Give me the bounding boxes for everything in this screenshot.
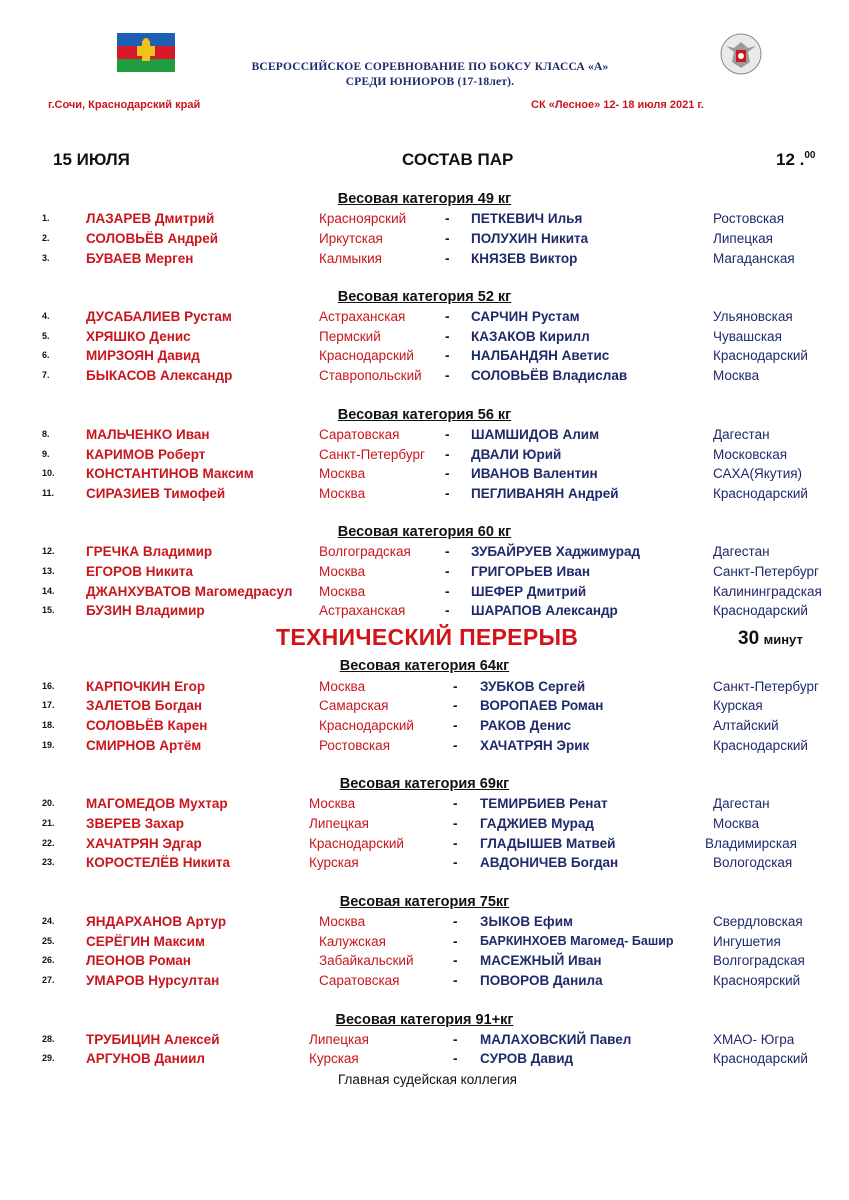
blue-region: Курская [713,698,763,713]
bout-row [0,445,849,464]
bout-separator: - [445,348,450,363]
red-boxer: СОЛОВЬЁВ Андрей [86,231,219,246]
blue-boxer: ГРИГОРЬЕВ Иван [471,564,591,579]
red-region: Москва [319,584,366,599]
blue-boxer: ВОРОПАЕВ Роман [480,698,604,713]
bout-separator: - [453,679,458,694]
red-boxer: ЯНДАРХАНОВ Артур [86,914,227,929]
red-boxer: КАРИМОВ Роберт [86,447,206,462]
break-duration [738,628,803,650]
bout-row [0,834,849,853]
bout-separator: - [445,211,450,226]
red-boxer: ТРУБИЦИН Алексей [86,1032,220,1047]
blue-region: Санкт-Петербург [713,679,819,694]
bout-row [0,464,849,483]
bout-number: 21. [42,818,55,828]
ministry-emblem-icon [718,32,764,76]
bout-row [0,736,849,755]
bout-separator: - [445,329,450,344]
weight-category-heading: Весовая категория 64кг [339,658,510,674]
bout-separator: - [453,796,458,811]
bout-separator: - [453,816,458,831]
bout-row [0,249,849,268]
red-region: Санкт-Петербург [319,447,425,462]
bout-number: 14. [42,586,55,596]
blue-boxer: КНЯЗЕВ Виктор [471,251,578,266]
red-boxer: КОРОСТЕЛЁВ Никита [86,855,230,870]
red-boxer: КОНСТАНТИНОВ Максим [86,466,254,481]
red-boxer: АРГУНОВ Даниил [86,1051,206,1066]
bout-number: 23. [42,857,55,867]
bout-row [0,562,849,581]
blue-boxer: МАЛАХОВСКИЙ Павел [480,1032,632,1047]
bout-separator: - [453,698,458,713]
red-region: Саратовская [319,427,400,442]
bout-separator: - [445,564,450,579]
bout-number: 11. [42,488,55,498]
blue-boxer: КАЗАКОВ Кирилл [471,329,590,344]
red-boxer: ЛАЗАРЕВ Дмитрий [86,211,215,226]
blue-boxer: ДВАЛИ Юрий [471,447,562,462]
blue-region: Свердловская [713,914,803,929]
red-region: Забайкальский [319,953,414,968]
red-region: Москва [309,796,356,811]
bout-number: 27. [42,975,55,985]
red-region: Москва [319,679,366,694]
weight-category-heading: Весовая категория 69кг [339,776,510,792]
krasnodar-flag-icon [117,33,175,72]
bout-row [0,1030,849,1049]
time-hours: 12 . [776,150,805,169]
red-boxer: ХРЯШКО Денис [86,329,191,344]
bout-row [0,327,849,346]
bout-number: 24. [42,916,55,926]
bout-separator: - [445,544,450,559]
red-region: Саратовская [319,973,400,988]
red-region: Москва [319,486,366,501]
bout-number: 12. [42,546,55,556]
bout-row [0,346,849,365]
bout-separator: - [453,953,458,968]
blue-boxer: СУРОВ Давид [480,1051,574,1066]
bout-number: 1. [42,213,50,223]
blue-boxer: МАСЕЖНЫЙ Иван [480,953,602,968]
bout-row [0,209,849,228]
red-boxer: СМИРНОВ Артём [86,738,202,753]
bout-row [0,229,849,248]
bout-row [0,601,849,620]
red-boxer: БЫКАСОВ Александр [86,368,233,383]
title-line-1: ВСЕРОССИЙСКОЕ СОРЕВНОВАНИЕ ПО БОКСУ КЛАССА «А» [251,61,609,73]
red-boxer: ХАЧАТРЯН Эдгар [86,836,202,851]
red-boxer: ДЖАНХУВАТОВ Магомедрасул [86,584,293,599]
blue-region: Владимирская [705,836,797,851]
bout-number: 3. [42,253,50,263]
bout-row [0,425,849,444]
bout-separator: - [445,251,450,266]
red-boxer: УМАРОВ Нурсултан [86,973,220,988]
date-label: 15 ИЮЛЯ [53,150,130,169]
red-region: Калмыкия [319,251,382,266]
red-region: Липецкая [309,1032,369,1047]
bout-number: 2. [42,233,50,243]
red-boxer: СИРАЗИЕВ Тимофей [86,486,226,501]
blue-boxer: СОЛОВЬЁВ Владислав [471,368,628,383]
red-boxer: МИРЗОЯН Давид [86,348,200,363]
blue-boxer: ПЕТКЕВИЧ Илья [471,211,583,226]
blue-boxer: ЗУБКОВ Сергей [480,679,586,694]
blue-boxer: РАКОВ Денис [480,718,572,733]
blue-region: Дагестан [713,796,770,811]
title-line-2: СРЕДИ ЮНИОРОВ (17-18лет). [345,76,515,88]
bout-separator: - [453,855,458,870]
bout-row [0,484,849,503]
red-region: Краснодарский [319,718,414,733]
bout-separator: - [445,447,450,462]
red-region: Курская [309,855,359,870]
blue-region: Дагестан [713,427,770,442]
break-minutes: 30 [738,628,760,649]
red-region: Ставропольский [319,368,422,383]
bout-separator: - [453,1051,458,1066]
red-region: Астраханская [319,603,406,618]
red-region: Ростовская [319,738,391,753]
bout-separator: - [453,836,458,851]
bout-number: 17. [42,700,55,710]
bout-row [0,912,849,931]
bout-separator: - [445,603,450,618]
bout-number: 22. [42,838,55,848]
red-boxer: ЗВЕРЕВ Захар [86,816,184,831]
bout-number: 10. [42,468,55,478]
red-region: Москва [319,564,366,579]
red-region: Москва [319,466,366,481]
bout-row [0,366,849,385]
blue-region: Ульяновская [713,309,793,324]
venue-label: СК «Лесное» 12- 18 июля 2021 г. [531,99,704,111]
red-boxer: ЗАЛЕТОВ Богдан [86,698,203,713]
blue-boxer: ХАЧАТРЯН Эрик [480,738,590,753]
bout-number: 6. [42,350,50,360]
blue-boxer: ЗЫКОВ Ефим [480,914,574,929]
weight-category-heading: Весовая категория 56 кг [337,407,512,423]
bout-row [0,542,849,561]
blue-region: Краснодарский [713,348,808,363]
blue-boxer: БАРКИНХОЕВ Магомед- Башир [480,934,674,948]
bout-row [0,1049,849,1068]
bout-row [0,794,849,813]
blue-boxer: ГЛАДЫШЕВ Матвей [480,836,616,851]
bout-number: 26. [42,955,55,965]
red-region: Краснодарский [319,348,414,363]
break-unit: минут [763,632,803,647]
red-boxer: МАГОМЕДОВ Мухтар [86,796,228,811]
blue-region: Санкт-Петербург [713,564,819,579]
red-boxer: ЕГОРОВ Никита [86,564,194,579]
bout-number: 29. [42,1053,55,1063]
bout-row [0,716,849,735]
red-region: Пермский [319,329,381,344]
weight-category-heading: Весовая категория 75кг [339,894,510,910]
bout-number: 4. [42,311,50,321]
blue-region: Краснодарский [713,1051,808,1066]
red-boxer: ЛЕОНОВ Роман [86,953,191,968]
red-boxer: МАЛЬЧЕНКО Иван [86,427,210,442]
red-region: Курская [309,1051,359,1066]
blue-boxer: САРЧИН Рустам [471,309,580,324]
red-region: Астраханская [319,309,406,324]
weight-category-heading: Весовая категория 52 кг [337,289,512,305]
blue-boxer: ИВАНОВ Валентин [471,466,598,481]
blue-boxer: ШЕФЕР Дмитрий [471,584,587,599]
bout-row [0,814,849,833]
bout-separator: - [445,231,450,246]
chief-judges-label: Главная судейская коллегия [338,1072,517,1087]
bout-row [0,932,849,951]
red-region: Липецкая [309,816,369,831]
bout-number: 28. [42,1034,55,1044]
red-boxer: СОЛОВЬЁВ Карен [86,718,208,733]
bout-separator: - [453,738,458,753]
red-region: Калужская [319,934,386,949]
blue-region: Ингушетия [713,934,781,949]
blue-boxer: ПЕГЛИВАНЯН Андрей [471,486,619,501]
blue-region: Вологодская [713,855,793,870]
bout-separator: - [445,427,450,442]
blue-region: Красноярский [713,973,801,988]
red-boxer: СЕРЁГИН Максим [86,934,205,949]
bout-number: 15. [42,605,55,615]
blue-boxer: ШАМШИДОВ Алим [471,427,600,442]
blue-region: ХМАО- Югра [713,1032,795,1047]
bout-separator: - [445,486,450,501]
blue-boxer: ПОВОРОВ Данила [480,973,603,988]
blue-region: Москва [713,816,760,831]
bout-number: 25. [42,936,55,946]
red-boxer: ДУСАБАЛИЕВ Рустам [86,309,232,324]
bout-separator: - [445,368,450,383]
bout-separator: - [453,934,458,949]
page-title: СОСТАВ ПАР [402,150,514,169]
technical-break-label: ТЕХНИЧЕСКИЙ ПЕРЕРЫВ [276,624,579,650]
blue-region: Краснодарский [713,738,808,753]
blue-boxer: ТЕМИРБИЕВ Ренат [480,796,608,811]
red-region: Иркутская [319,231,383,246]
blue-region: Московская [713,447,788,462]
bout-separator: - [445,584,450,599]
bout-number: 16. [42,681,55,691]
blue-region: Калининградская [713,584,822,599]
bout-row [0,951,849,970]
blue-region: Чувашская [713,329,782,344]
start-time [776,150,815,170]
blue-region: Краснодарский [713,486,808,501]
blue-boxer: ГАДЖИЕВ Мурад [480,816,594,831]
bout-number: 9. [42,449,50,459]
bout-row [0,696,849,715]
red-region: Москва [319,914,366,929]
blue-region: Магаданская [713,251,795,266]
blue-boxer: НАЛБАНДЯН Аветис [471,348,610,363]
red-boxer: ГРЕЧКА Владимир [86,544,213,559]
blue-boxer: ЗУБАЙРУЕВ Хаджимурад [471,544,641,559]
bout-number: 13. [42,566,55,576]
bout-separator: - [453,914,458,929]
weight-category-heading: Весовая категория 49 кг [337,191,512,207]
red-boxer: БУВАЕВ Мерген [86,251,194,266]
blue-boxer: АВДОНИЧЕВ Богдан [480,855,619,870]
bout-number: 18. [42,720,55,730]
bout-separator: - [453,973,458,988]
city-label: г.Сочи, Краснодарский край [48,99,201,111]
blue-region: Волгоградская [713,953,805,968]
bout-number: 8. [42,429,50,439]
red-region: Красноярский [319,211,407,226]
blue-region: Москва [713,368,760,383]
bout-separator: - [445,309,450,324]
blue-region: Краснодарский [713,603,808,618]
bout-separator: - [453,718,458,733]
blue-region: Ростовская [713,211,785,226]
bout-separator: - [445,466,450,481]
bout-number: 19. [42,740,55,750]
red-region: Самарская [319,698,389,713]
bout-number: 7. [42,370,50,380]
bout-row [0,677,849,696]
blue-boxer: ПОЛУХИН Никита [471,231,589,246]
blue-region: САХА(Якутия) [713,466,803,481]
blue-region: Липецкая [713,231,773,246]
blue-boxer: ШАРАПОВ Александр [471,603,618,618]
blue-region: Алтайский [713,718,779,733]
blue-region: Дагестан [713,544,770,559]
competition-title [230,60,630,90]
bout-row [0,971,849,990]
time-minutes: 00 [804,150,816,161]
red-region: Волгоградская [319,544,411,559]
bout-row [0,853,849,872]
bout-number: 5. [42,331,50,341]
bout-number: 20. [42,798,55,808]
bout-separator: - [453,1032,458,1047]
red-boxer: БУЗИН Владимир [86,603,205,618]
red-boxer: КАРПОЧКИН Егор [86,679,206,694]
bout-row [0,307,849,326]
weight-category-heading: Весовая категория 60 кг [337,524,512,540]
red-region: Краснодарский [309,836,404,851]
weight-category-heading: Весовая категория 91+кг [335,1012,514,1028]
bout-row [0,582,849,601]
